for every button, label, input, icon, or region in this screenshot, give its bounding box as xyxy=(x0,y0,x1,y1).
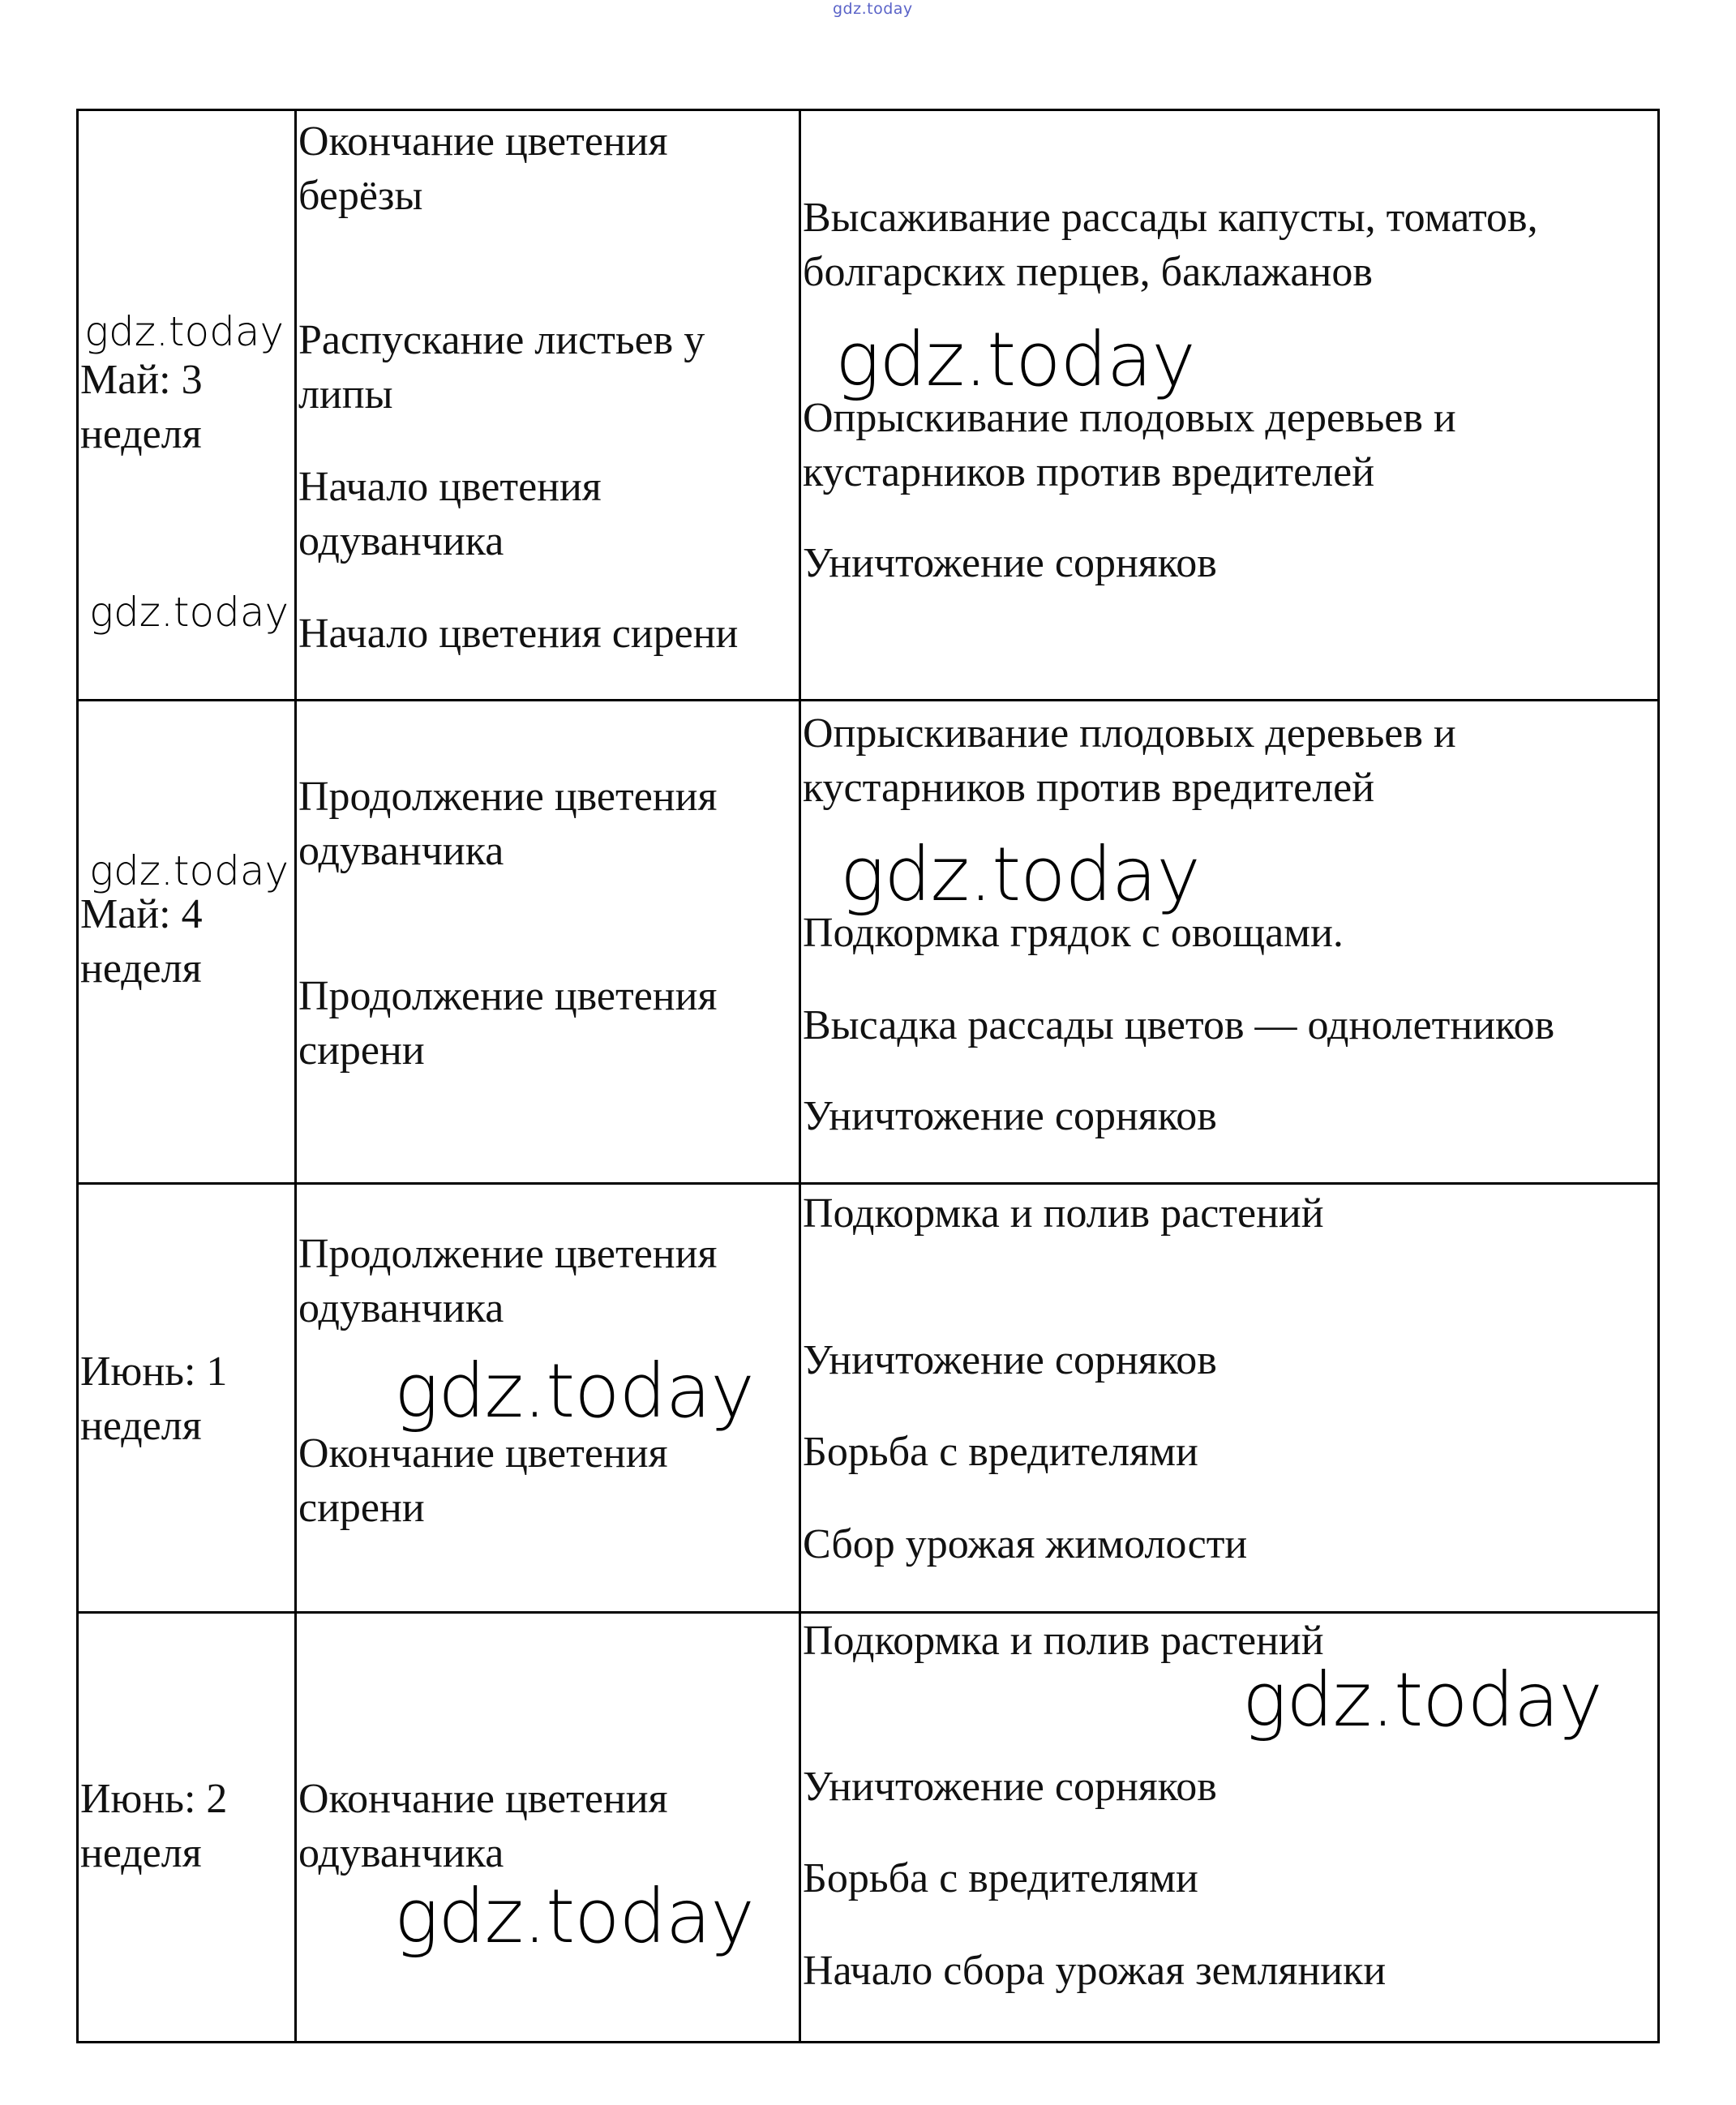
watermark: gdz.today xyxy=(89,847,289,894)
watermark: gdz.today xyxy=(1242,1657,1602,1743)
period-label: Июнь: 2 неделя xyxy=(80,1776,228,1876)
work-item: Высадка рассады цветов — однолетников xyxy=(803,1002,1555,1048)
work-cell xyxy=(800,1184,1659,1613)
table-row xyxy=(78,110,1659,701)
work-item: Опрыскивание плодовых деревьев и кустарников против вредителей xyxy=(803,395,1456,495)
period-label: Июнь: 1 неделя xyxy=(80,1348,228,1449)
work-item: Уничтожение сорняков xyxy=(803,540,1217,586)
watermark: gdz.today xyxy=(394,1873,754,1960)
period-cell xyxy=(78,1613,296,2043)
table-row xyxy=(78,1184,1659,1613)
watermark: gdz.today xyxy=(84,308,285,355)
watermark: gdz.today xyxy=(89,589,289,636)
period-cell xyxy=(78,1184,296,1613)
work-item: Подкормка и полив растений xyxy=(803,1618,1324,1664)
work-item: Уничтожение сорняков xyxy=(803,1337,1217,1383)
period-label: Май: 4 неделя xyxy=(80,891,203,992)
work-item: Борьба с вредителями xyxy=(803,1429,1198,1475)
nature-item: Окончание цветения одуванчика xyxy=(298,1776,668,1876)
nature-cell xyxy=(296,701,800,1184)
period-cell xyxy=(78,701,296,1184)
table-row xyxy=(78,701,1659,1184)
work-item: Подкормка и полив растений xyxy=(803,1190,1324,1237)
work-item: Подкормка грядок с овощами. xyxy=(803,910,1344,956)
nature-item: Окончание цветения берёзы xyxy=(298,118,668,219)
work-item: Опрыскивание плодовых деревьев и кустарников против вредителей xyxy=(803,710,1456,811)
nature-item: Окончание цветения сирени xyxy=(298,1430,668,1531)
work-item: Борьба с вредителями xyxy=(803,1855,1198,1901)
watermark: gdz.today xyxy=(394,1348,754,1434)
work-item: Сбор урожая жимолости xyxy=(803,1521,1248,1567)
work-cell xyxy=(800,110,1659,701)
work-cell xyxy=(800,701,1659,1184)
nature-item: Продолжение цветения одуванчика xyxy=(298,774,718,874)
nature-item: Распускание листьев у липы xyxy=(298,317,705,418)
work-item: Уничтожение сорняков xyxy=(803,1093,1217,1139)
work-item: Уничтожение сорняков xyxy=(803,1764,1217,1810)
nature-item: Продолжение цветения сирени xyxy=(298,973,718,1074)
nature-item: Продолжение цветения одуванчика xyxy=(298,1231,718,1331)
watermark: gdz.today xyxy=(835,316,1195,403)
top-watermark: gdz.today xyxy=(833,0,913,18)
work-item: Начало сбора урожая земляники xyxy=(803,1948,1387,1994)
nature-item: Начало цветения сирени xyxy=(298,611,739,657)
nature-cell xyxy=(296,110,800,701)
period-label: Май: 3 неделя xyxy=(80,357,203,457)
nature-cell xyxy=(296,1613,800,2043)
watermark: gdz.today xyxy=(840,831,1200,918)
work-item: Высаживание рассады капусты, томатов, болгарских перцев, баклажанов xyxy=(803,195,1538,295)
nature-item: Начало цветения одуванчика xyxy=(298,464,602,564)
